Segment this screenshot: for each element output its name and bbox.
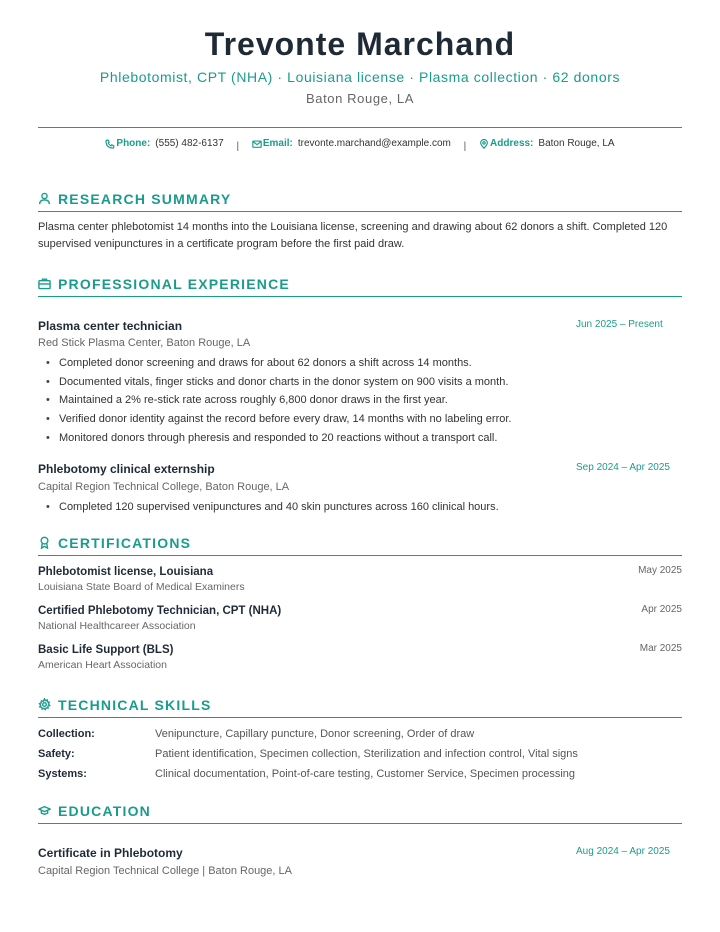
- job-bullets: [46, 498, 676, 517]
- job-title: Phlebotomy clinical externship: [38, 462, 215, 476]
- skill-list: Venipuncture, Capillary puncture, Donor screening, Order of draw: [155, 728, 475, 740]
- phone-label: Phone:: [116, 138, 151, 149]
- skill-list: Patient identification, Specimen collection, Sterilization and infection control, Vital signs: [155, 748, 578, 760]
- person-icon: [38, 192, 51, 205]
- section-title: TECHNICAL SKILLS: [58, 697, 212, 713]
- address-label: Address:: [490, 138, 534, 149]
- list-item: • Monitored donors through pheresis and responded to 20 reactions without a transport call.: [46, 429, 676, 448]
- certification-issuer: American Heart Association: [38, 659, 167, 671]
- section-education-heading: [38, 803, 682, 824]
- candidate-name: Trevonte Marchand: [204, 26, 516, 62]
- section-summary-heading: [38, 191, 682, 212]
- degree-title: Certificate in Phlebotomy: [38, 846, 183, 860]
- skill-category: Systems:: [38, 768, 87, 780]
- job-date: Sep 2024 – Apr 2025: [576, 462, 670, 473]
- header-divider: [38, 127, 682, 128]
- phone-icon: [105, 139, 115, 149]
- location-pin-icon: [479, 139, 489, 149]
- degree-date: Aug 2024 – Apr 2025: [576, 846, 670, 857]
- skill-category: Collection:: [38, 728, 95, 740]
- section-certifications-heading: [38, 535, 682, 556]
- section-title: CERTIFICATIONS: [58, 535, 192, 551]
- address-value: Baton Rouge, LA: [538, 138, 615, 149]
- gear-icon: [38, 698, 51, 711]
- candidate-location: Baton Rouge, LA: [305, 91, 415, 106]
- list-item: • Completed donor screening and draws for about 62 donors a shift across 14 months.: [46, 354, 676, 373]
- list-item: • Documented vitals, finger sticks and donor charts in the donor system on 900 visits a month.: [46, 373, 676, 392]
- email-label: Email:: [262, 138, 293, 149]
- certification-name: Phlebotomist license, Louisiana: [38, 566, 214, 578]
- email-value[interactable]: trevonte.marchand@example.com: [297, 138, 451, 149]
- candidate-tagline: Phlebotomist, CPT (NHA) · Louisiana license · Plasma collection · 62 donors: [99, 69, 621, 85]
- certification-issuer: Louisiana State Board of Medical Examiners: [38, 581, 245, 593]
- contact-address: [479, 138, 615, 149]
- job-organization: Red Stick Plasma Center, Baton Rouge, LA: [38, 337, 251, 349]
- list-item: • Verified donor identity against the record before every draw, 14 months with no labeling error.: [46, 410, 676, 429]
- contact-email: [252, 138, 451, 149]
- list-item: • Completed 120 supervised venipunctures and 40 skin punctures across 160 clinical hours.: [46, 498, 676, 517]
- degree-institution: Capital Region Technical College | Baton Rouge, LA: [38, 865, 292, 877]
- award-ribbon-icon: [38, 536, 51, 549]
- contact-phone: [105, 138, 223, 149]
- summary-text: Plasma center phlebotomist 14 months into the Louisiana license, screening and drawing about 62 donors a shift. Completed 120 supervised venipunctures in a certificate program before the first paid draw.: [38, 221, 668, 250]
- job-date: Jun 2025 – Present: [576, 319, 663, 330]
- phone-value[interactable]: (555) 482-6137: [155, 138, 224, 149]
- certification-issuer: National Healthcareer Association: [38, 620, 196, 632]
- section-experience-heading: [38, 276, 682, 297]
- section-title: EDUCATION: [58, 803, 151, 819]
- certification-date: May 2025: [638, 565, 682, 576]
- job-organization: Capital Region Technical College, Baton Rouge, LA: [38, 481, 290, 493]
- certification-date: Mar 2025: [639, 643, 682, 654]
- contact-separator: |: [236, 140, 240, 152]
- job-title: Plasma center technician: [38, 319, 183, 333]
- list-item: • Maintained a 2% re-stick rate across roughly 6,800 donor draws in the first year.: [46, 391, 676, 410]
- certification-name: Basic Life Support (BLS): [38, 644, 174, 656]
- section-title: RESEARCH SUMMARY: [58, 191, 232, 207]
- certification-name: Certified Phlebotomy Technician, CPT (NHA): [38, 605, 282, 617]
- section-skills-heading: [38, 697, 682, 718]
- email-icon: [252, 139, 262, 149]
- graduation-cap-icon: [38, 804, 51, 817]
- section-title: PROFESSIONAL EXPERIENCE: [58, 276, 290, 292]
- contact-bar: [38, 138, 682, 152]
- briefcase-icon: [38, 277, 51, 290]
- contact-separator: |: [463, 140, 467, 152]
- job-bullets: [46, 354, 676, 448]
- skill-list: Clinical documentation, Point-of-care testing, Customer Service, Specimen processing: [155, 768, 576, 780]
- certification-date: Apr 2025: [641, 604, 682, 615]
- skill-category: Safety:: [38, 748, 75, 760]
